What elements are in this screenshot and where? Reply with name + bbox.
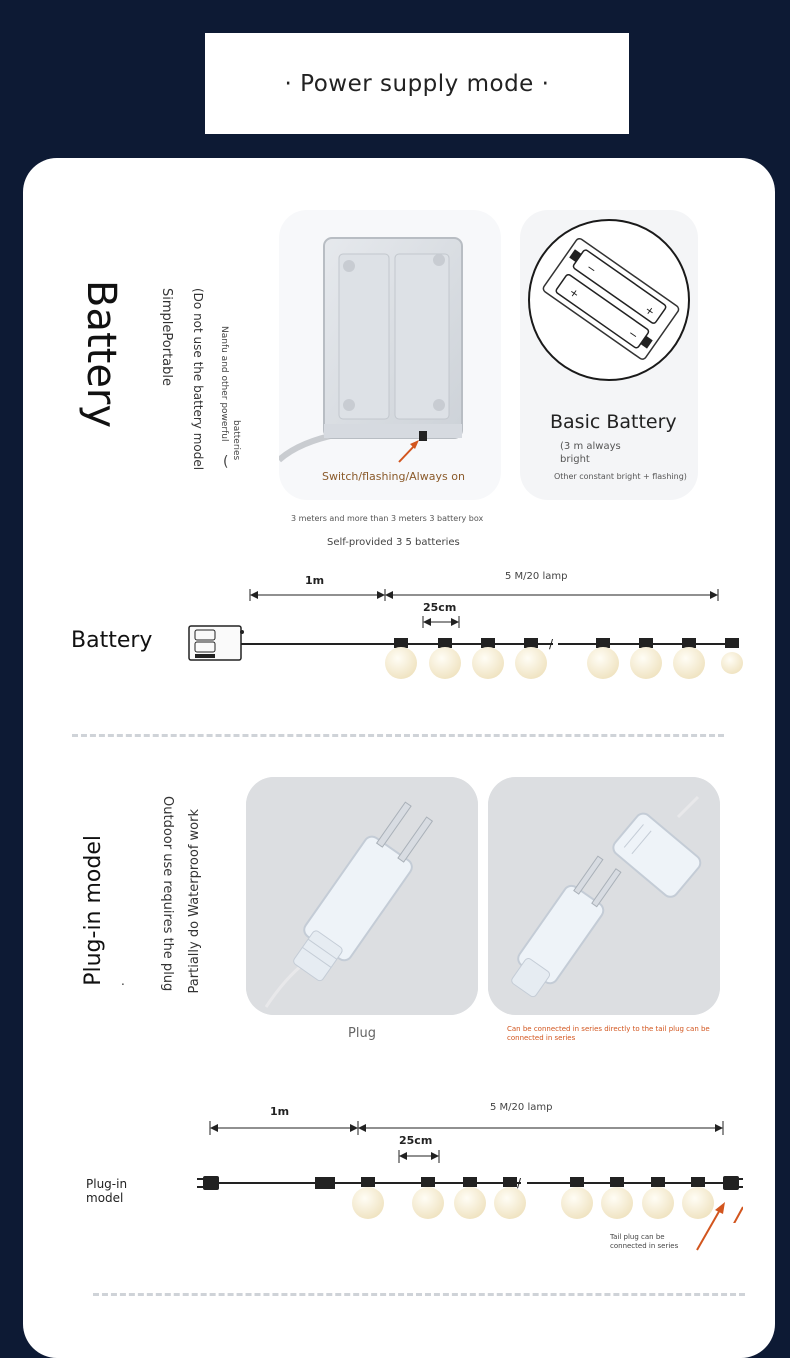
switch-label: Switch/flashing/Always on	[322, 470, 465, 483]
self-provided-note: Self-provided 3 5 batteries	[327, 537, 460, 548]
battery-string-diagram	[183, 583, 743, 693]
header-title-box	[205, 33, 629, 134]
battery-section-title: Battery	[78, 280, 124, 429]
page-title: · Power supply mode ·	[284, 70, 550, 97]
svg-text:+: +	[642, 302, 658, 319]
basic-battery-title: Basic Battery	[550, 411, 677, 433]
svg-text:−: −	[583, 260, 599, 277]
svg-text:+: +	[566, 285, 582, 302]
battery-note-line3: batteries	[231, 420, 241, 461]
plug-illustration	[246, 777, 478, 1015]
battery-diagram-label: Battery	[71, 628, 153, 653]
plugin-section-dot: .	[121, 974, 125, 988]
svg-text:/: /	[517, 1176, 522, 1190]
basic-battery-card	[520, 210, 698, 500]
basic-battery-line3: Other constant bright + flashing)	[554, 472, 687, 481]
battery-note-line2: Nanfu and other powerful	[219, 326, 229, 442]
section-divider-2	[93, 1293, 745, 1296]
battery-box-photo-card	[279, 210, 501, 500]
tail-plug-note-line1: Tail plug can be	[610, 1233, 665, 1241]
battery-total-length: 5 M/20 lamp	[505, 571, 568, 582]
plugin-note-line2: Partially do Waterproof work	[187, 809, 202, 994]
tail-plug-note-line2: connected in series	[610, 1242, 679, 1250]
basic-battery-line1: (3 m always	[560, 441, 621, 452]
battery-box-note: 3 meters and more than 3 meters 3 battery box	[291, 514, 484, 523]
plugin-string-diagram	[193, 1113, 743, 1223]
basic-battery-line2: bright	[560, 454, 590, 465]
battery-compartment-icon	[520, 210, 698, 400]
plug-photo-card	[246, 777, 478, 1015]
plugin-spacing: 25cm	[399, 1134, 433, 1147]
section-divider-1	[72, 734, 724, 737]
series-plug-photo-card	[488, 777, 720, 1015]
svg-text:/: /	[549, 637, 554, 651]
plugin-diagram-label-line2: model	[86, 1191, 124, 1205]
tail-plug-arrow-icon	[691, 1198, 731, 1258]
series-plug-illustration	[488, 777, 720, 1015]
battery-note-line1: (Do not use the battery model	[191, 288, 205, 471]
svg-text:−: −	[625, 326, 641, 343]
battery-spacing: 25cm	[423, 601, 457, 614]
plugin-section-title: Plug-in model	[81, 835, 106, 986]
battery-subtitle: SimplePortable	[159, 288, 174, 386]
battery-box-illustration	[279, 210, 501, 500]
plugin-total-length: 5 M/20 lamp	[490, 1102, 553, 1113]
series-caption: Can be connected in series directly to the tail plug can be connected in series	[507, 1025, 710, 1042]
battery-lead-length: 1m	[305, 574, 325, 587]
plugin-diagram-label-line1: Plug-in	[86, 1177, 128, 1191]
content-panel	[23, 158, 775, 1358]
plugin-lead-length: 1m	[270, 1105, 290, 1118]
plug-caption: Plug	[348, 1026, 376, 1041]
plugin-note-line1: Outdoor use requires the plug	[160, 796, 175, 992]
battery-note-paren: (	[223, 454, 229, 470]
